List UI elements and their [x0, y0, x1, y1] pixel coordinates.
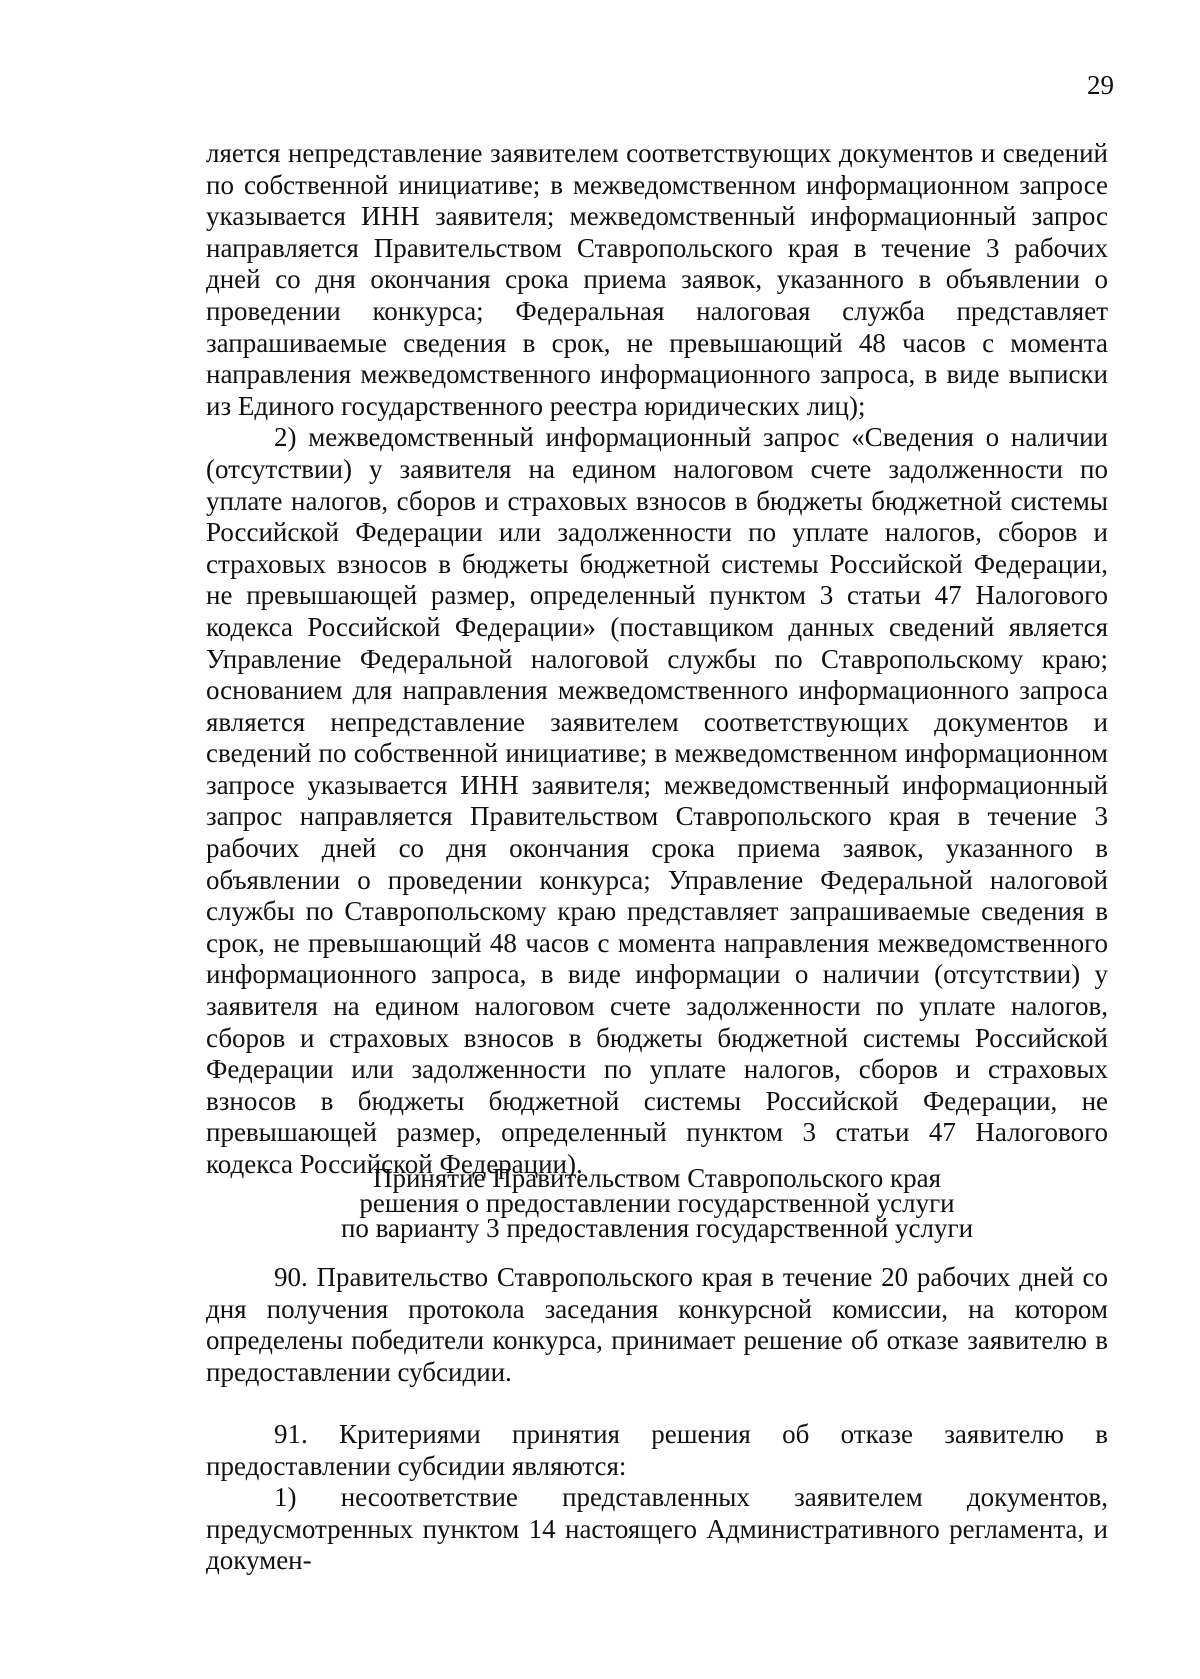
section-90-text: 90. Правительство Ставропольского края в течение 20 рабочих дней со дня получения протокола заседания конкурсной комиссии, на котором определены победители конкурса, принимает решение об отказе заявителю в предоставлении субсидии. — [206, 1262, 1108, 1387]
paragraph-item-2: 2) межведомственный информационный запрос «Сведения о наличии (отсутствии) у заявителя на едином налоговом счете задолженности по уплате налогов, сборов и страховых взносов в бюджеты бюджетной системы Российской Федерации или задолженности по уплате налогов, сборов и страховых взносов в бюджеты бюджетной системы Российской Федерации, не превышающей размер, определенный пунктом 3 статьи 47 Налогового кодекса Российской Федерации» (поставщиком данных сведений является Управление Федеральной налоговой службы по Ставропольскому краю; основанием для направления межведомственного информационного запроса является непредставление заявителем соответствующих документов и сведений по собственной инициативе; в межведомственном информационном запросе указывается ИНН заявителя; межведомственный информационный запрос направляется Правительством Ставропольского края в течение 3 рабочих дней со дня окончания срока приема заявок, указанного в объявлении о проведении конкурса; Управление Федеральной налоговой службы по Ставропольскому краю представляет запрашиваемые сведения в срок, не превышающий 48 часов с момента направления межведомственного информационного запроса, в виде информации о наличии (отсутствии) у заявителя на едином налоговом счете задолженности по уплате налогов, сборов и страховых взносов в бюджеты бюджетной системы Российской Федерации или задолженности по уплате налогов, сборов и страховых взносов в бюджеты бюджетной системы Российской Федерации, не превышающей размер, определенный пунктом 3 статьи 47 Налогового кодекса Российской Федерации). — [206, 422, 1108, 1179]
section-90 — [206, 1262, 1108, 1388]
paragraph-continuation: ляется непредставление заявителем соответствующих документов и сведений по собственной инициативе; в межведомственном информационном запросе указывается ИНН заявителя; межведомственный информационный запрос направляется Правительством Ставропольского края в течение 3 рабочих дней со дня окончания срока приема заявок, указанного в объявлении о проведении конкурса; Федеральная налоговая служба представляет запрашиваемые сведения в срок, не превышающий 48 часов с момента направления межведомственного информационного запроса, в виде выписки из Единого государственного реестра юридических лиц); — [206, 138, 1108, 421]
section-heading — [206, 1163, 1108, 1243]
section-91-item-1: 1) несоответствие представленных заявителем документов, предусмотренных пунктом 14 настоящего Административного регламента, и докумен- — [206, 1482, 1108, 1576]
section-91 — [206, 1419, 1108, 1577]
main-text-block — [206, 138, 1108, 1181]
heading-line-3: по варианту 3 предоставления государственной услуги — [340, 1213, 974, 1243]
heading-line-2: решения о предоставлении государственной услуги — [359, 1188, 955, 1218]
heading-line-1: Принятие Правительством Ставропольского края — [372, 1163, 941, 1193]
section-91-intro: 91. Критериями принятия решения об отказе заявителю в предоставлении субсидии являются: — [206, 1419, 1108, 1481]
page-number: 29 — [1087, 70, 1114, 100]
